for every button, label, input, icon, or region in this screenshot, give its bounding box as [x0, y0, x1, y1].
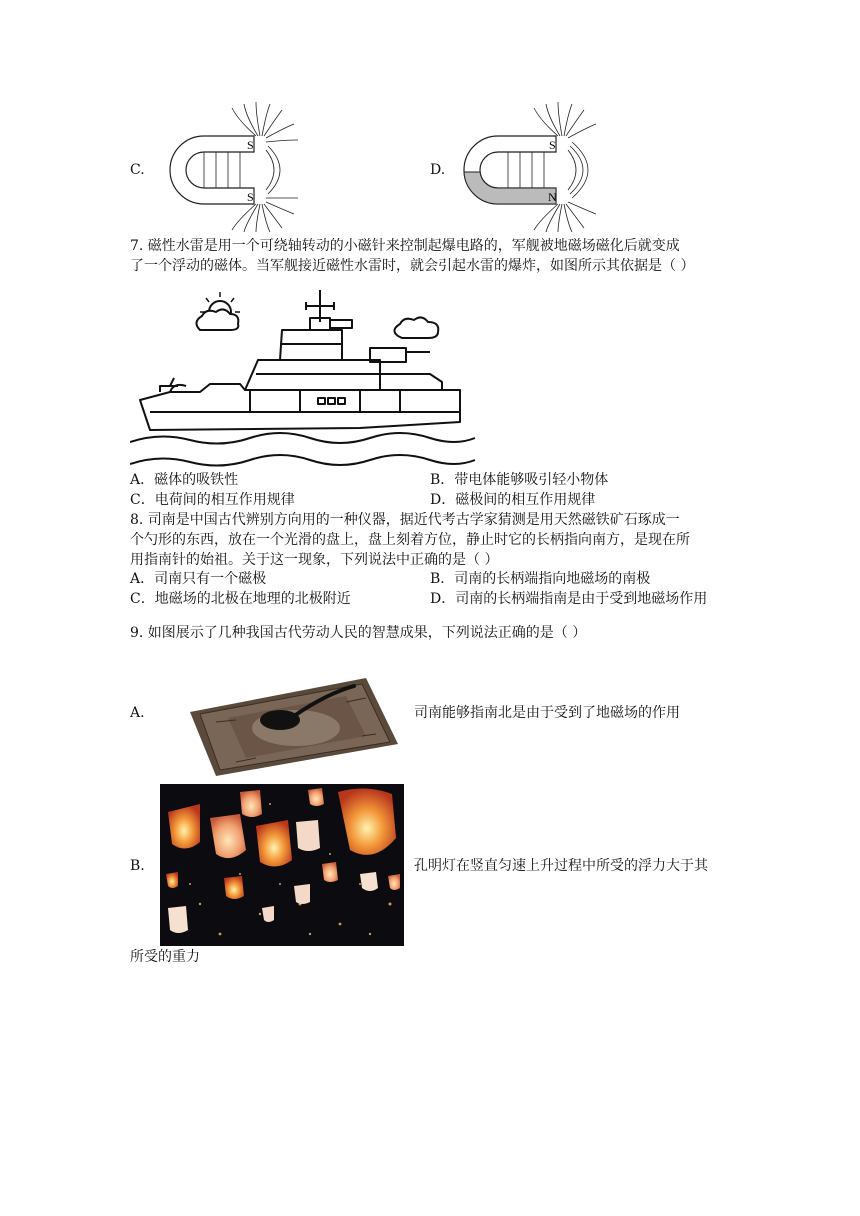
- u-magnet-diagram-c: [158, 100, 308, 232]
- pole-label-n: N: [548, 190, 557, 204]
- q8-stem-line1: 8. 司南是中国古代辨别方向用的一种仪器，据近代考古学家猜测是用天然磁铁矿石琢成一: [130, 512, 680, 528]
- option-d-label: D.: [430, 162, 446, 178]
- q9-option-a-text: 司南能够指南北是由于受到了地磁场的作用: [414, 705, 680, 721]
- pole-label-s-bottom: S: [247, 190, 254, 204]
- option-c-label: C.: [130, 162, 145, 178]
- q8-stem-line3: 用指南针的始祖。关于这一现象，下列说法中正确的是（ ）: [130, 552, 499, 568]
- pole-label-s: S: [549, 138, 556, 152]
- u-magnet-diagram-d: [456, 100, 606, 232]
- q7-option-d: D．磁极间的相互作用规律: [430, 492, 596, 508]
- q7-option-c: C．电荷间的相互作用规律: [130, 492, 295, 508]
- q7-stem-line1: 7. 磁性水雷是用一个可绕轴转动的小磁针来控制起爆电路的，军舰被地磁场磁化后就变成: [130, 238, 680, 254]
- q7-option-b: B．带电体能够吸引轻小物体: [430, 472, 609, 488]
- q9-option-b-label: B.: [130, 858, 145, 874]
- q8-option-a: A．司南只有一个磁极: [130, 571, 267, 587]
- q7-stem-line2: 了一个浮动的磁体。当军舰接近磁性水雷时，就会引起水雷的爆炸，如图所示其依据是（ ）: [130, 258, 695, 274]
- q9-option-b-text-continued: 所受的重力: [130, 949, 200, 965]
- q8-option-b: B．司南的长柄端指向地磁场的南极: [430, 571, 651, 587]
- q8-option-d: D．司南的长柄端指南是由于受到地磁场作用: [430, 591, 708, 607]
- kongming-lanterns-image: [160, 784, 404, 946]
- warship-illustration: [130, 282, 480, 472]
- q7-option-a: A．磁体的吸铁性: [130, 472, 239, 488]
- pole-label-s-top: S: [247, 138, 254, 152]
- q9-option-b-text: 孔明灯在竖直匀速上升过程中所受的浮力大于其: [414, 858, 708, 874]
- q8-option-c: C．地磁场的北极在地理的北极附近: [130, 591, 351, 607]
- sinan-compass-image: [176, 672, 404, 780]
- q8-stem-line2: 个勺形的东西，放在一个光滑的盘上，盘上刻着方位，静止时它的长柄指向南方，是现在所: [130, 532, 690, 548]
- q9-option-a-label: A.: [130, 705, 145, 721]
- q9-stem: 9. 如图展示了几种我国古代劳动人民的智慧成果，下列说法正确的是（ ）: [130, 625, 587, 641]
